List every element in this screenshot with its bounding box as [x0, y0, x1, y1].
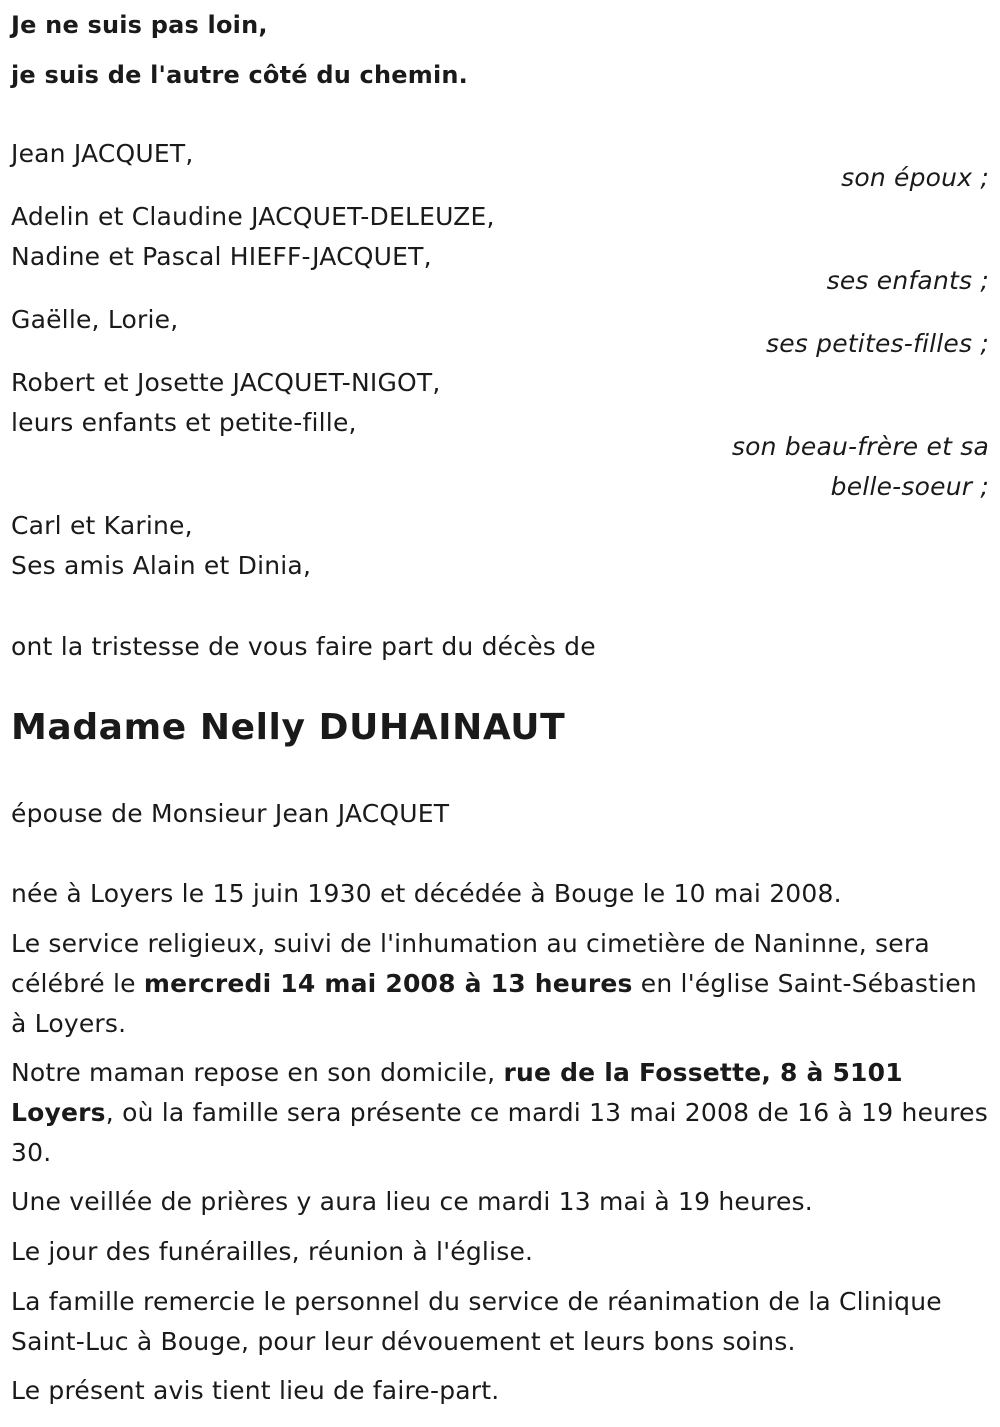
funeral-day-info: Le jour des funérailles, réunion à l'église. — [11, 1237, 534, 1266]
deceased-spouse-of: épouse de Monsieur Jean JACQUET — [11, 799, 450, 828]
rest-paragraph — [11, 1053, 991, 1173]
announcement: ont la tristesse de vous faire part du décès de — [11, 632, 596, 661]
granddaughters: Gaëlle, Lorie, — [11, 305, 179, 334]
rest-text-start: Notre maman repose en son domicile, — [11, 1058, 504, 1087]
birth-death-info: née à Loyers le 15 juin 1930 et décédée à Bouge le 10 mai 2008. — [11, 879, 842, 908]
spouse-role: son époux ; — [841, 163, 989, 192]
rest-address: rue de la Fossette, 8 à 5101 Loyers — [11, 1058, 903, 1127]
spouse-name: Jean JACQUET, — [11, 139, 194, 168]
service-date-time: mercredi 14 mai 2008 à 13 heures — [143, 969, 633, 998]
inlaws-role-line-1: son beau-frère et sa — [731, 432, 989, 461]
epigraph-line-2: je suis de l'autre côté du chemin. — [11, 61, 468, 89]
inlaws-family: leurs enfants et petite-fille, — [11, 408, 357, 437]
service-text-start: Le service religieux, suivi de l'inhumation au cimetière de Naninne, sera célébré le — [11, 929, 930, 998]
inlaws-role-line-2: belle-soeur ; — [830, 472, 989, 501]
service-paragraph — [11, 924, 991, 1044]
child-couple-2: Nadine et Pascal HIEFF-JACQUET, — [11, 242, 432, 271]
child-couple-1: Adelin et Claudine JACQUET-DELEUZE, — [11, 202, 495, 231]
granddaughters-role: ses petites-filles ; — [765, 329, 989, 358]
friends-line-2: Ses amis Alain et Dinia, — [11, 551, 312, 580]
epigraph-line-1: Je ne suis pas loin, — [11, 11, 268, 39]
deceased-name: Madame Nelly DUHAINAUT — [11, 707, 566, 748]
thanks-paragraph: La famille remercie le personnel du service de réanimation de la Clinique Saint-Luc à Bouge, pour leur dévouement et leurs bons soins. — [11, 1287, 942, 1356]
friends-line-1: Carl et Karine, — [11, 511, 193, 540]
children-role: ses enfants ; — [826, 266, 989, 295]
rest-text-end: , où la famille sera présente ce mardi 13 mai 2008 de 16 à 19 heures 30. — [11, 1098, 988, 1167]
notice-line: Le présent avis tient lieu de faire-part. — [11, 1376, 500, 1405]
service-text-end: en l'église Saint-Sébastien à Loyers. — [11, 969, 977, 1038]
inlaws-couple: Robert et Josette JACQUET-NIGOT, — [11, 368, 441, 397]
vigil-info: Une veillée de prières y aura lieu ce mardi 13 mai à 19 heures. — [11, 1187, 813, 1216]
